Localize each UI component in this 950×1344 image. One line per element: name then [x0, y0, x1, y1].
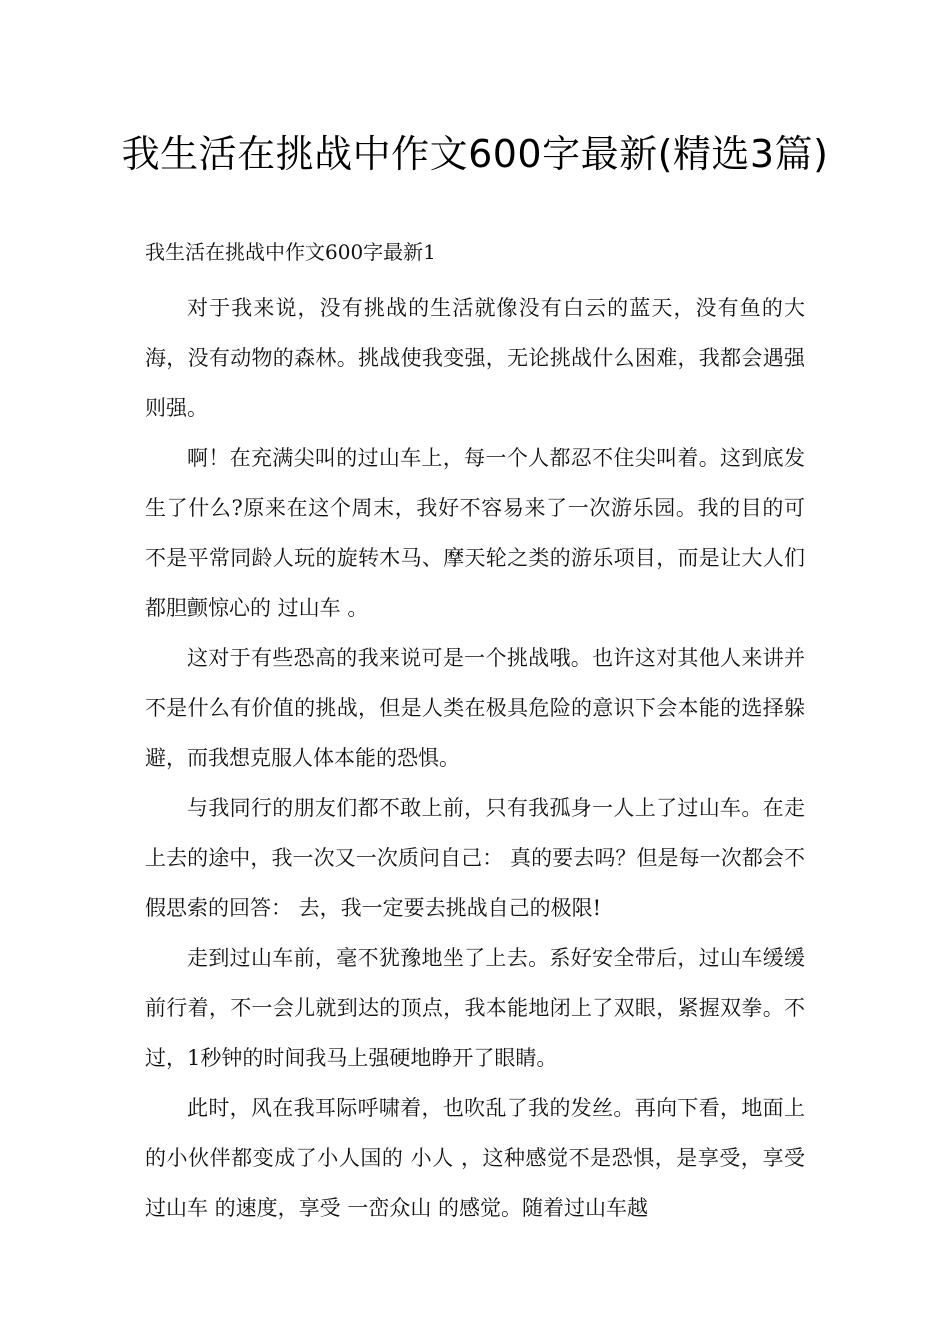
document-title: 我生活在挑战中作文600字最新(精选3篇)	[121, 132, 829, 176]
paragraph-2: 啊！在充满尖叫的过山车上，每一个人都忍不住尖叫着。这到底发生了什么?原来在这个周末，我好不容易来了一次游乐园。我的目的可不是平常同龄人玩的旋转木马、摩天轮之类的游乐项目，而是让大人们都胆颤惊心的 过山车 。	[145, 446, 805, 620]
essay-body	[145, 283, 805, 1233]
paragraph-1: 对于我来说，没有挑战的生活就像没有白云的蓝天，没有鱼的大海，没有动物的森林。挑战使我变强，无论挑战什么困难，我都会遇强则强。	[145, 296, 805, 420]
paragraph-5: 走到过山车前，毫不犹豫地坐了上去。系好安全带后，过山车缓缓前行着，不一会儿就到达的顶点，我本能地闭上了双眼，紧握双拳。不过，1秒钟的时间我马上强硬地睁开了眼睛。	[145, 946, 805, 1070]
paragraph-3: 这对于有些恐高的我来说可是一个挑战哦。也许这对其他人来讲并不是什么有价值的挑战，但是人类在极具危险的意识下会本能的选择躲避，而我想克服人体本能的恐惧。	[145, 646, 805, 770]
paragraph-6: 此时，风在我耳际呼啸着，也吹乱了我的发丝。再向下看，地面上的小伙伴都变成了小人国的 小人 ，这种感觉不是恐惧，是享受，享受 过山车 的速度，享受 一峦众山 的感觉。随着过山车越	[145, 1096, 805, 1220]
essay-subtitle: 我生活在挑战中作文600字最新1	[145, 240, 436, 264]
paragraph-4: 与我同行的朋友们都不敢上前，只有我孤身一人上了过山车。在走上去的途中，我一次又一次质问自己： 真的要去吗？但是每一次都会不假思索的回答： 去，我一定要去挑战自己的极限!	[145, 796, 805, 920]
